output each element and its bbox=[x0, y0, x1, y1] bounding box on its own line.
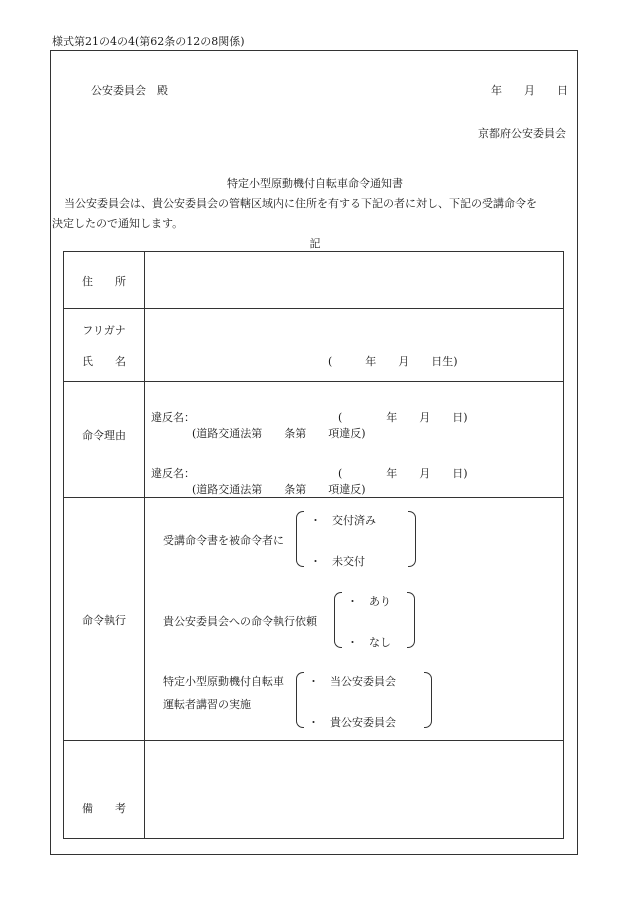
delivery-text: 受講命令書を被命令者に bbox=[163, 534, 284, 547]
row-divider bbox=[64, 308, 563, 309]
execution-label: 命令執行 bbox=[82, 614, 126, 627]
intro-text-line-1: 当公安委員会は、貴公安委員会の管轄区域内に住所を有する下記の者に対し、下記の受講命令を bbox=[64, 197, 537, 210]
label-column-divider bbox=[144, 252, 145, 838]
delivery-option: ・ 未交付 bbox=[310, 555, 365, 568]
violation-law: (道路交通法第 条第 項違反) bbox=[192, 427, 366, 440]
record-table bbox=[63, 251, 564, 839]
lecture-text: 特定小型原動機付自転車 bbox=[163, 675, 284, 688]
lecture-option: ・ 貴公安委員会 bbox=[308, 716, 396, 729]
address-label: 住 所 bbox=[82, 275, 126, 288]
violation-law: (道路交通法第 条第 項違反) bbox=[192, 483, 366, 496]
lecture-text: 運転者講習の実施 bbox=[163, 698, 251, 711]
issuer: 京都府公安委員会 bbox=[478, 127, 566, 140]
request-option: ・ あり bbox=[347, 595, 391, 608]
delivery-option: ・ 交付済み bbox=[310, 514, 376, 527]
request-bracket-left bbox=[334, 592, 342, 648]
row-divider bbox=[64, 497, 563, 498]
document-date: 年 月 日 bbox=[491, 84, 568, 97]
row-divider bbox=[64, 740, 563, 741]
violation-name: 違反名： bbox=[151, 411, 195, 424]
violation-date: ( 年 月 日) bbox=[338, 411, 468, 424]
addressee: 公安委員会 殿 bbox=[91, 84, 168, 97]
birth-date: ( 年 月 日生) bbox=[328, 355, 458, 368]
lecture-option: ・ 当公安委員会 bbox=[308, 675, 396, 688]
delivery-bracket-right bbox=[408, 511, 416, 567]
lecture-bracket-right bbox=[424, 672, 432, 728]
form-number: 様式第21の4の4(第62条の12の8関係) bbox=[52, 35, 245, 48]
request-text: 貴公安委員会への命令執行依頼 bbox=[163, 615, 317, 628]
delivery-bracket-left bbox=[296, 511, 304, 567]
lecture-bracket-left bbox=[296, 672, 304, 728]
intro-text-line-2: 決定したので通知します。 bbox=[52, 217, 184, 230]
document-title: 特定小型原動機付自転車命令通知書 bbox=[227, 177, 403, 190]
request-bracket-right bbox=[407, 592, 415, 648]
remarks-label: 備 考 bbox=[82, 802, 126, 815]
ki-heading: 記 bbox=[309, 237, 321, 250]
violation-name: 違反名： bbox=[151, 467, 195, 480]
request-option: ・ なし bbox=[347, 636, 391, 649]
name-label: 氏 名 bbox=[82, 355, 126, 368]
reason-label: 命令理由 bbox=[82, 429, 126, 442]
row-divider bbox=[64, 381, 563, 382]
violation-date: ( 年 月 日) bbox=[338, 467, 468, 480]
furigana-label: フリガナ bbox=[82, 324, 126, 337]
